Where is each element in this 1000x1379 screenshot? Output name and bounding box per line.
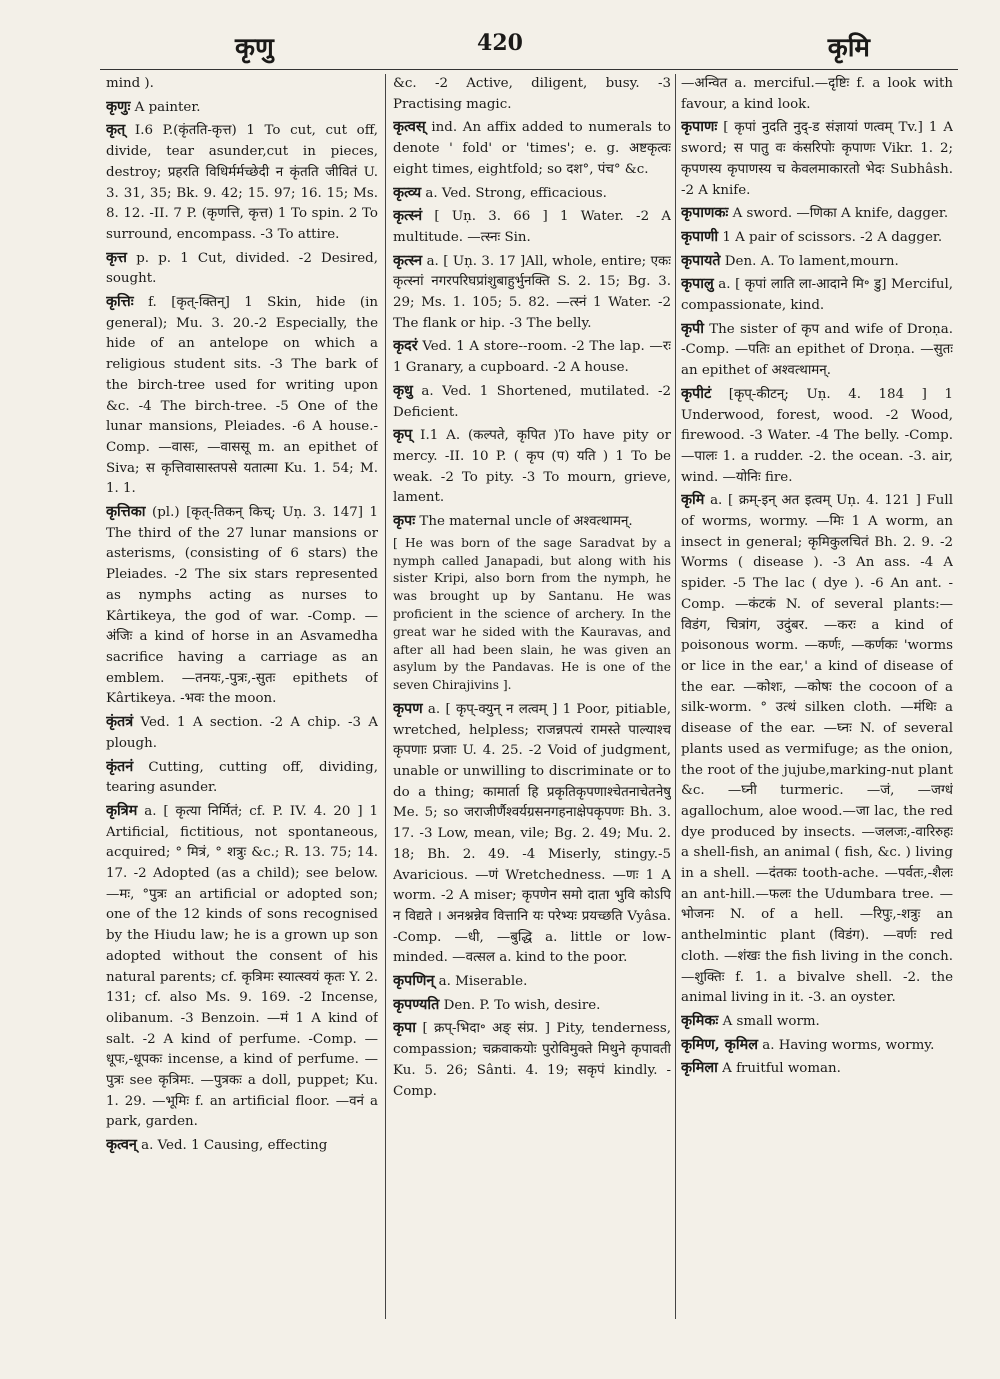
headword: कृपीटं [681, 384, 712, 402]
dictionary-entry [681, 490, 953, 1009]
definition-text: (pl.) [कृत्-तिकन् किच्; Uṇ. 3. 147] 1 The third of the 27 lunar mansions or asterisms, (consisting of 6 stars) the Pleiades. -2 The six stars represented as nymphs acting as nurses to Kârtikeya, the god of war. -Comp. —अंजिः a kind of horse in an Asvamedha sacrifice having a carriage as an emblem. —तनयः,-पुत्रः,-सुतः epithets of Kârtikeya. -भवः the moon. [106, 505, 378, 707]
definition-text: [कृप्-कीटन्; Uṇ. 4. 184 ] 1 Underwood, forest, wood. -2 Wood, firewood. -3 Water. -4 The belly. -Comp. —पालः 1. a rudder. -2. the ocean. -3. air, wind. —योनिः fire. [681, 386, 953, 485]
definition-text: [ He was born of the sage Saradvat by a nymph called Janapadi, but along with his sister Kripi, also born from the nymph, he was brought up by Santanu. He was proficient in the science of archery. In the great war he sided with the Kauravas, and after all had been slain, he was given an asylum by the Pandavas. He is one of the seven Chirajivins ]. [393, 535, 671, 693]
dictionary-entry [106, 502, 378, 710]
headword: कृमि [681, 491, 705, 509]
headword: कृत्स्न [393, 251, 423, 269]
dictionary-entry [393, 971, 671, 993]
headword: कृत्तिः [106, 293, 134, 311]
headword: कृपण [393, 699, 423, 717]
dictionary-entry [681, 203, 953, 225]
definition-text: f. [कृत्-क्तिन्] 1 Skin, hide (in general); Mu. 3. 20.-2 Especially, the hide of an antelope on which a religious student sits. -3 The bark of the birch-tree used for writing upon &c. -4 The birch-tree. -5 One of the lunar mansions, Pleiades. -6 A house.-Comp. —वासः, —वाससू m. an epithet of Siva; स कृत्तिवासास्तपसे यतात्मा Ku. 1. 54; M. 1. 1. [106, 295, 378, 497]
dictionary-entry [681, 384, 953, 489]
dictionary-entry [393, 74, 671, 115]
dictionary-entry [393, 183, 671, 205]
header-rule [100, 69, 958, 70]
headword: कृत्रिम [106, 801, 138, 819]
dictionary-entry [681, 251, 953, 273]
dictionary-entry [393, 425, 671, 509]
headword: कृपाणी [681, 227, 719, 245]
dictionary-entry [681, 1011, 953, 1033]
definition-text: A fruitful woman. [722, 1061, 841, 1077]
page-number: 420 [477, 30, 523, 56]
column-divider [385, 74, 386, 1319]
definition-text: a. Ved. Strong, efficacious. [425, 185, 607, 201]
headword: कृत्तिका [106, 503, 146, 521]
dictionary-entry [106, 801, 378, 1133]
dictionary-entry [393, 206, 671, 248]
dictionary-entry [393, 535, 671, 695]
definition-text: The sister of कृप and wife of Droṇa. -Comp. —पतिः an epithet of Droṇa. —सुतः an epithet of अश्वत्थामन्. [681, 321, 953, 379]
definition-text: a. Having worms, wormy. [762, 1037, 935, 1053]
right-guide-word: कृमि [827, 33, 870, 63]
headword: कृपा [393, 1019, 416, 1037]
column-middle [393, 74, 671, 1319]
dictionary-entry [681, 319, 953, 382]
dictionary-entry [106, 74, 378, 95]
definition-text: Ved. 1 A store--room. -2 The lap. —रः 1 Granary, a cupboard. -2 A house. [393, 339, 671, 376]
headword: कृमिकः [681, 1011, 719, 1029]
dictionary-entry [393, 336, 671, 378]
definition-text: [ कृपां नुदति नुद्-ड संज्ञायां णत्वम् Tv.] 1 A sword; स पातु वः कंसरिपोः कृपाणः Vikr. 1. 2; कृपणस्य कृपाणस्य च केवलमाकारतो भेदः Subhâsh. -2 A knife. [681, 120, 953, 198]
left-guide-word: कृणु [235, 33, 274, 63]
definition-text: a. [ कृपां लाति ला-आदाने मि॰ डु] Merciful, compassionate, kind. [681, 277, 953, 314]
dictionary-entry [393, 117, 671, 180]
definition-text: The maternal uncle of अश्वत्थामन्. [419, 514, 633, 530]
definition-text: A small worm. [722, 1013, 820, 1029]
dictionary-entry [106, 120, 378, 245]
dictionary-entry [106, 757, 378, 799]
headword: कृपालु [681, 275, 714, 293]
dictionary-entry [106, 248, 378, 290]
headword: कृपाणः [681, 118, 718, 136]
headword: कृत्स्नं [393, 207, 423, 225]
definition-text: —अन्वित a. merciful.—दृष्टिः f. a look with favour, a kind look. [681, 76, 953, 112]
headword: कृपाणकः [681, 204, 729, 222]
headword: कृत्त [106, 248, 127, 266]
headword: कृपः [393, 512, 416, 530]
headword: कृत्व्य [393, 183, 422, 201]
definition-text: a. [ कृप्-क्युन् न लत्वम् ] 1 Poor, pitiable, wretched, helpless; राजन्नपत्यं रामस्ते पाल्याश्च कृपणाः प्रजाः U. 4. 25. -2 Void of judgment, unable or unwilling to discriminate or to do a thing; कामार्ता हि प्रकृतिकृपणाश्चेतनाचेतनेषु Me. 5; so जराजीर्णैश्वर्यग्रसनगहनाक्षेपकृपणः Bh. 3. 17. -3 Low, mean, vile; Bg. 2. 49; Mu. 2. 18; Bh. 2. 49. -4 Miserly, stingy.-5 Avaricious. —णं Wretchedness. —णः 1 A worm. -2 A miser; कृपणेन समो दाता भुवि कोऽपि न विद्यते । अनश्नन्नेव वित्तानि यः परेभ्यः प्रयच्छति Vyâsa. -Comp. —धी, —बुद्धि a. little or low-minded. —वत्सल a. kind to the poor. [393, 701, 671, 966]
definition-text: a. [ Uṇ. 3. 17 ]All, whole, entire; एकः कृत्स्नां नगरपरिघप्रांशुबाहुर्भुनक्ति S. 2. 15; Bg. 3. 29; Ms. 1. 105; 5. 82. —त्स्नं 1 Water. -2 The flank or hip. -3 The belly. [393, 253, 671, 331]
definition-text: Cutting, cutting off, dividing, tearing asunder. [106, 759, 378, 796]
headword: कृणुः [106, 97, 131, 115]
definition-text: a. Ved. 1 Causing, effecting [141, 1138, 328, 1154]
dictionary-entry [106, 97, 378, 119]
dictionary-entry [393, 511, 671, 533]
dictionary-entry [681, 227, 953, 249]
headword: कृत्वन् [106, 1136, 137, 1154]
definition-text: Den. A. To lament,mourn. [724, 253, 899, 269]
headword: कृपी [681, 319, 704, 337]
definition-text: Ved. 1 A section. -2 A chip. -3 A plough. [106, 715, 378, 751]
definition-text: a. [ कृत्या निर्मितं; cf. P. IV. 4. 20 ] 1 Artificial, fictitious, not spontaneous, acquired; ° मित्रं, ° शत्रुः &c.; R. 13. 75; 14. 17. -2 Adopted (as a child); see below. —मः, °पुत्रः an artificial or adopted son; one of the 12 kinds of sons recognised by the Hiudu law; he is a grown up son adopted without the consent of his natural parents; cf. कृत्रिमः स्यात्स्वयं कृतः Y. 2. 131; cf. also Ms. 9. 169. -2 Incense, olibanum. -3 Benzoin. —मं 1 A kind of salt. -2 A kind of perfume. -Comp. —धूपः,-धूपकः incense, a kind of perfume. —पुत्रः see कृत्रिमः. —पुत्रकः a doll, puppet; Ku. 1. 29. —भूमिः f. an artificial floor. —वनं a park, garden. [106, 803, 378, 1130]
definition-text: A painter. [134, 99, 201, 115]
definition-text: a. Miserable. [438, 974, 528, 990]
column-divider [675, 74, 676, 1319]
dictionary-entry [393, 699, 671, 969]
dictionary-entry [681, 1035, 953, 1057]
page-header [100, 28, 900, 68]
definition-text: [ Uṇ. 3. 66 ] 1 Water. -2 A multitude. —त्स्नः Sin. [393, 209, 671, 245]
headword: कृदरं [393, 337, 418, 355]
dictionary-entry [393, 251, 671, 335]
dictionary-entry [393, 995, 671, 1017]
dictionary-entry [393, 1018, 671, 1102]
definition-text: I.6 P.(कृंतति-कृत्त) 1 To cut, cut off, divide, tear asunder,cut in pieces, destroy; प्रहरति विधिर्मर्मच्छेदी न कृंतति जीवितं U. 3. 31, 35; Bk. 9. 42; 15. 97; 16. 15; Ms. 8. 12. -II. 7 P. (कृणत्ति, कृत्त) 1 To spin. 2 To surround, encompass. -3 To attire. [106, 123, 378, 242]
headword: कृंतत्रं [106, 713, 134, 731]
headword: कृंतनं [106, 757, 134, 775]
column-right [681, 74, 953, 1319]
dictionary-entry [106, 712, 378, 754]
headword: कृधु [393, 381, 413, 399]
definition-text: &c. -2 Active, diligent, busy. -3 Practising magic. [393, 76, 671, 112]
headword: कृत् [106, 121, 126, 139]
dictionary-entry [681, 274, 953, 316]
headword: कृपण्यति [393, 995, 440, 1013]
definition-text: ind. An affix added to numerals to denote ' fold' or 'times'; e. g. अष्टकृत्वः eight times, eightfold; so दश°, पंच° &c. [393, 120, 671, 177]
definition-text: I.1 A. (कल्पते, कृपित )To have pity or mercy. -II. 10 P. ( कृप (प) यति ) 1 To be weak. -2 To pity. -3 To mourn, grieve, lament. [393, 428, 671, 506]
dictionary-entry [106, 1135, 378, 1157]
dictionary-entry [681, 1058, 953, 1080]
headword: कृत्वस् [393, 118, 426, 136]
definition-text: a. Ved. 1 Shortened, mutilated. -2 Deficient. [393, 383, 671, 420]
definition-text: A sword. —णिका A knife, dagger. [732, 206, 949, 222]
column-left [106, 74, 378, 1319]
headword: कृमिण, कृमिल [681, 1035, 758, 1053]
headword: कृपायते [681, 251, 721, 269]
dictionary-entry [681, 117, 953, 201]
definition-text: 1 A pair of scissors. -2 A dagger. [722, 229, 943, 245]
headword: कृपणिन् [393, 972, 435, 990]
definition-text: mind ). [106, 76, 154, 91]
definition-text: p. p. 1 Cut, divided. -2 Desired, sought. [106, 250, 378, 287]
dictionary-entry [393, 381, 671, 423]
dictionary-entry [106, 292, 378, 500]
headword: कृप् [393, 426, 413, 444]
definition-text: [ क्रप्-भिदा॰ अङ् संप्र. ] Pity, tenderness, compassion; चक्रवाकयोः पुरोविमुक्ते मिथुने कृपावती Ku. 5. 26; Sânti. 4. 19; सकृपं kindly. -Comp. [393, 1021, 671, 1099]
definition-text: Den. P. To wish, desire. [443, 997, 601, 1013]
headword: कृमिला [681, 1059, 718, 1077]
definition-text: a. [ क्रम्-इन् अत इत्वम् Uṇ. 4. 121 ] Full of worms, wormy. —मिः 1 A worm, an insect in general; कृमिकुलचितं Bh. 2. 9. -2 Worms ( disease ). -3 An ass. -4 A spider. -5 The lac ( dye ). -6 An ant. -Comp. —कंटकं N. of several plants:—विडंग, चित्रांग, उदुंबर. —करः a kind of poisonous worm. —कर्णः, —कर्णकः 'worms or lice in the ear,' a kind of disease of the ear. —कोशः, —कोषः the cocoon of a silk-worm. ° उत्थं silken cloth. —मंथिः a disease of the ear. —घ्नः N. of several plants used as vermifuge; as the onion, the root of the jujube,marking-nut plant &c. —घ्नी turmeric. —जं, —जग्धं agallochum, aloe wood.—जा lac, the red dye produced by insects. —जलजः,-वारिरुहः a shell-fish, an animal ( fish, &c. ) living in a shell. —दंतकः tooth-ache. —पर्वतः,-शैलः an ant-hill.—फलः the Udumbara tree. —भोजनः N. of a hell. —रिपुः,-शत्रुः an anthelmintic plant (विडंग). —वर्णः red cloth. —शंखः the fish living in the conch. —शुक्तिः f. 1. a bivalve shell. -2. the animal living in it. -3. an oyster. [681, 493, 953, 1006]
dictionary-entry [681, 74, 953, 115]
